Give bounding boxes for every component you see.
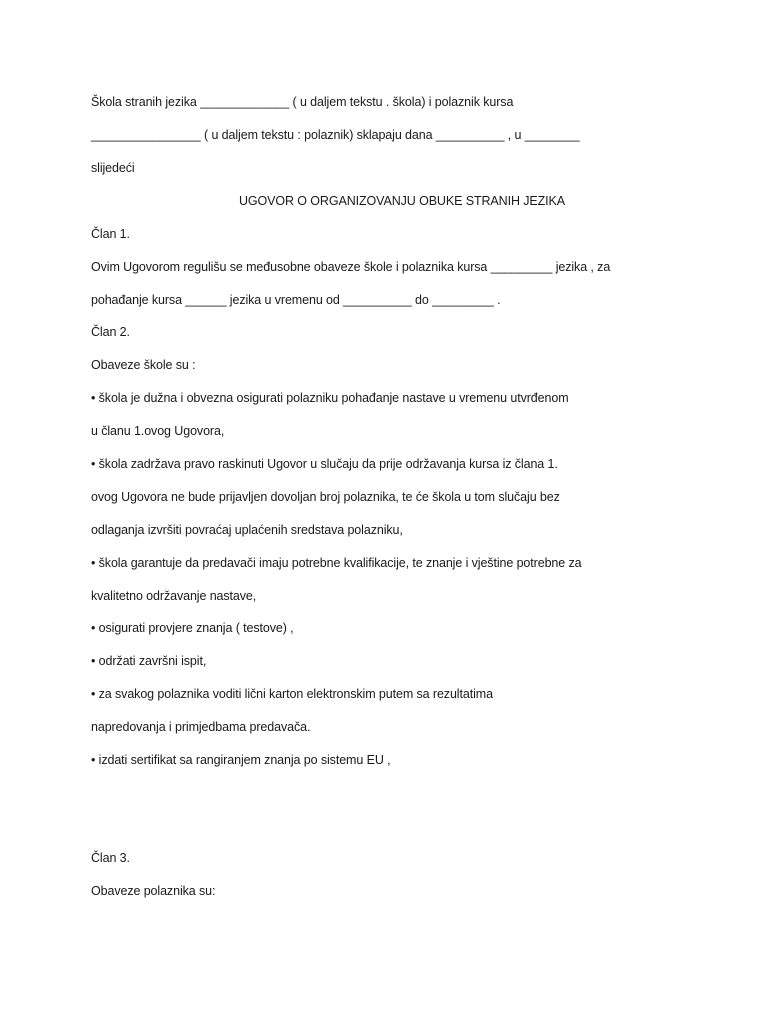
article-1-heading: Član 1. bbox=[91, 227, 130, 241]
article-3-line: Obaveze polaznika su: bbox=[91, 884, 216, 898]
article-2-line: ovog Ugovora ne bude prijavljen dovoljan broj polaznika, te će škola u tom slučaju bez bbox=[91, 490, 560, 504]
article-2-line: odlaganja izvršiti povraćaj uplaćenih sredstava polazniku, bbox=[91, 523, 403, 537]
article-1-line: pohađanje kursa ______ jezika u vremenu od __________ do _________ . bbox=[91, 293, 501, 307]
intro-line-3: slijedeći bbox=[91, 161, 135, 175]
article-1-line: Ovim Ugovorom regulišu se međusobne obaveze škole i polaznika kursa _________ jezika , za bbox=[91, 260, 611, 274]
article-2-line: kvalitetno održavanje nastave, bbox=[91, 589, 257, 603]
article-2-line: Obaveze škole su : bbox=[91, 358, 196, 372]
article-2-heading: Član 2. bbox=[91, 325, 130, 339]
article-2-line: • održati završni ispit, bbox=[91, 654, 207, 668]
article-2-line: • za svakog polaznika voditi lični karton elektronskim putem sa rezultatima bbox=[91, 687, 493, 701]
article-2-line: • osigurati provjere znanja ( testove) , bbox=[91, 621, 294, 635]
article-2-line: • izdati sertifikat sa rangiranjem znanja po sistemu EU , bbox=[91, 753, 391, 767]
article-2-line: • škola zadržava pravo raskinuti Ugovor u slučaju da prije održavanja kursa iz člana 1. bbox=[91, 457, 558, 471]
article-3-heading: Član 3. bbox=[91, 851, 130, 865]
article-2-line: • škola garantuje da predavači imaju potrebne kvalifikacije, te znanje i vještine potrebne za bbox=[91, 556, 582, 570]
document-title: UGOVOR O ORGANIZOVANJU OBUKE STRANIH JEZIKA bbox=[238, 194, 566, 208]
intro-line-1: Škola stranih jezika _____________ ( u daljem tekstu . škola) i polaznik kursa bbox=[91, 95, 514, 109]
article-2-line: u članu 1.ovog Ugovora, bbox=[91, 424, 225, 438]
article-2-line: napredovanja i primjedbama predavača. bbox=[91, 720, 311, 734]
intro-line-2: ________________ ( u daljem tekstu : polaznik) sklapaju dana __________ , u ________ bbox=[91, 128, 580, 142]
article-2-line: • škola je dužna i obvezna osigurati polazniku pohađanje nastave u vremenu utvrđenom bbox=[91, 391, 569, 405]
